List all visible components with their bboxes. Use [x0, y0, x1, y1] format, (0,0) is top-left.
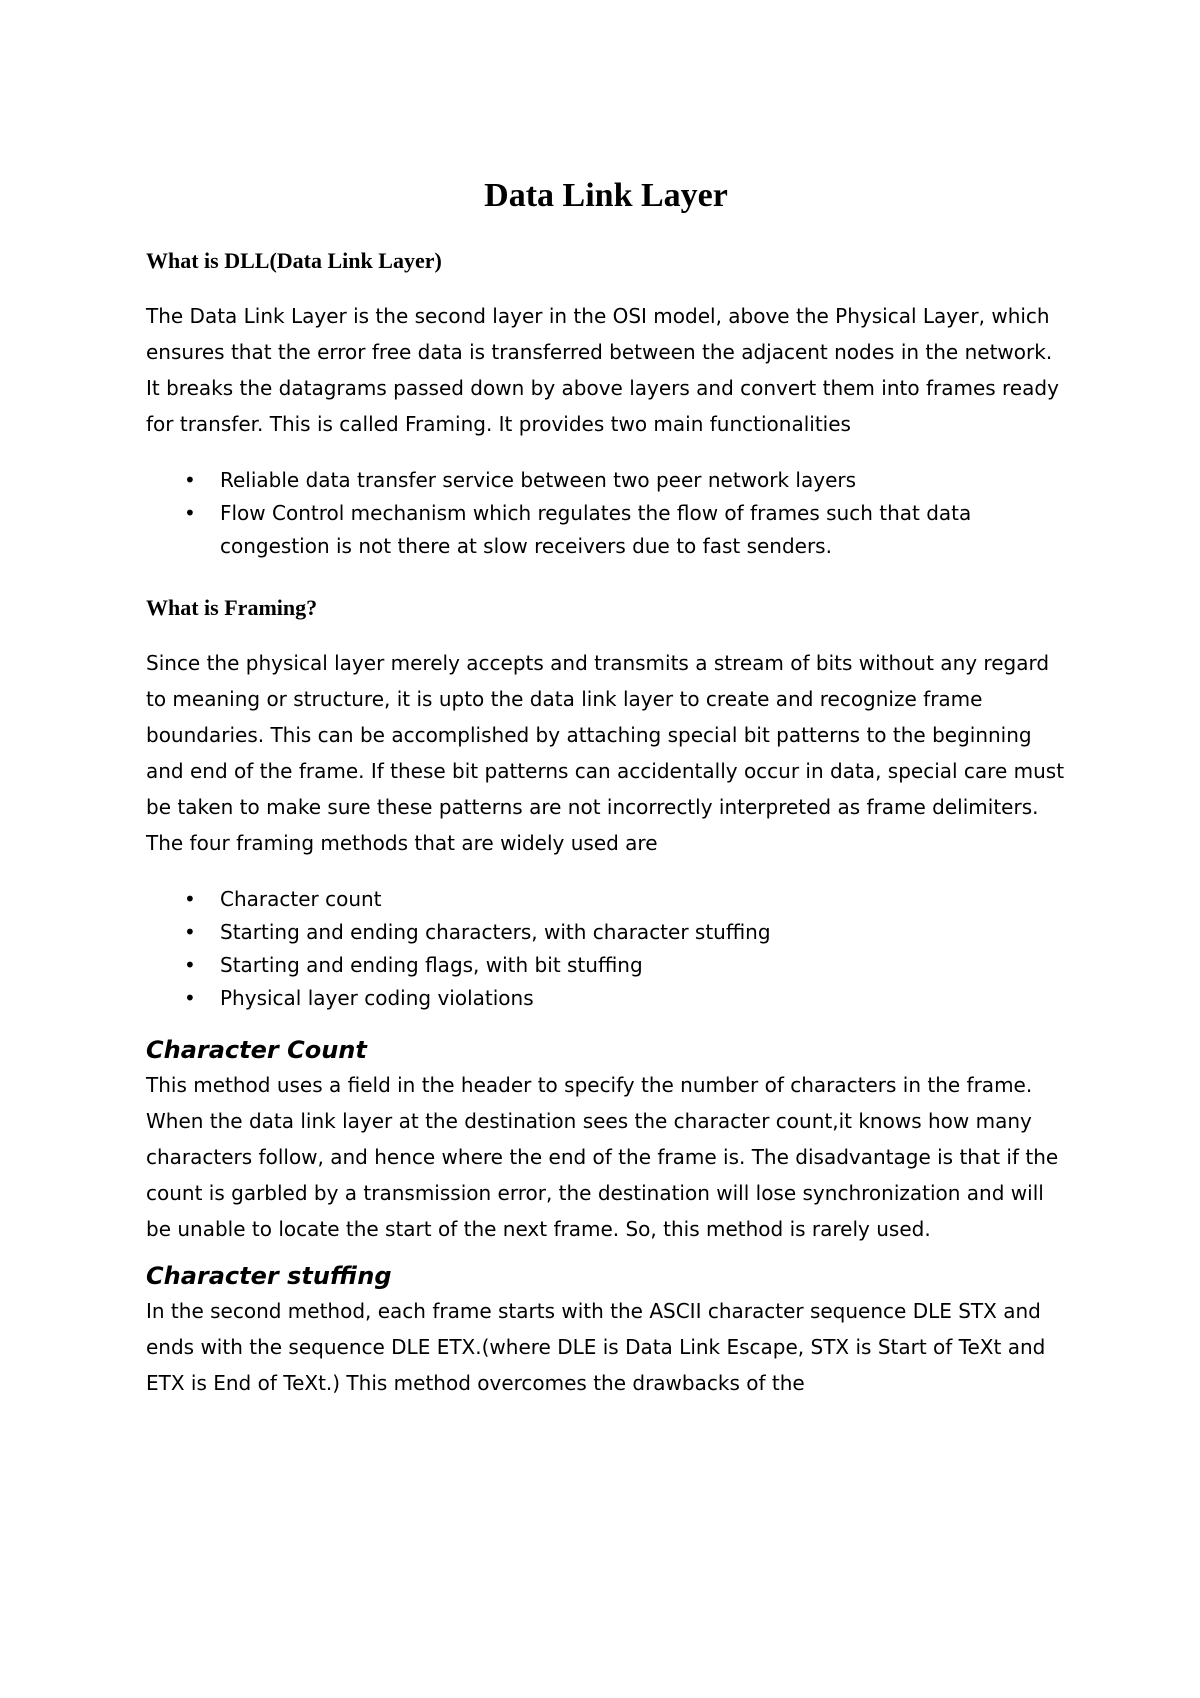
bullet-icon: •	[184, 468, 196, 492]
list-dll-functionalities	[146, 464, 1066, 563]
bullet-icon: •	[184, 986, 196, 1010]
section-heading-character-count: Character Count	[146, 1036, 367, 1064]
list-item	[146, 497, 1066, 563]
bullet-icon: •	[184, 953, 196, 977]
bullet-icon: •	[184, 887, 196, 911]
document-title: Data Link Layer	[484, 177, 728, 214]
paragraph-character-stuffing: In the second method, each frame starts with the ASCII character sequence DLE STX and ends with the sequence DLE ETX.(where DLE is Data Link Escape, STX is Start of TeXt and ETX is End of TeXt.) This method overcomes the drawbacks of the	[146, 1299, 1046, 1395]
list-item-text: Starting and ending flags, with bit stuffing	[220, 953, 643, 977]
list-item-text: Starting and ending characters, with character stuffing	[220, 920, 771, 944]
list-item	[146, 464, 1066, 497]
list-item-text: Flow Control mechanism which regulates the flow of frames such that data congestion is not there at slow receivers due to fast senders.	[220, 501, 972, 558]
list-item-text: Physical layer coding violations	[220, 986, 534, 1010]
list-item-text: Character count	[220, 887, 382, 911]
list-item	[146, 982, 1066, 1015]
list-item	[146, 916, 1066, 949]
section-heading-framing: What is Framing?	[146, 595, 318, 620]
list-item	[146, 949, 1066, 982]
list-item-text: Reliable data transfer service between two peer network layers	[220, 468, 857, 492]
paragraph-dll-intro: The Data Link Layer is the second layer in the OSI model, above the Physical Layer, which ensures that the error free data is transferred between the adjacent nodes in the network. It breaks the datagrams passed down by above layers and convert them into frames ready for transfer. This is called Framing. It provides two main functionalities	[146, 304, 1059, 436]
document-content	[146, 174, 1066, 1401]
paragraph-character-count: This method uses a field in the header to specify the number of characters in the frame. When the data link layer at the destination sees the character count,it knows how many characters follow, and hence where the end of the frame is. The disadvantage is that if the count is garbled by a transmission error, the destination will lose synchronization and will be unable to locate the start of the next frame. So, this method is rarely used.	[146, 1073, 1059, 1241]
list-item	[146, 883, 1066, 916]
section-heading-character-stuffing: Character stuffing	[146, 1262, 392, 1290]
bullet-icon: •	[184, 920, 196, 944]
section-heading-dll: What is DLL(Data Link Layer)	[146, 248, 442, 273]
bullet-icon: •	[184, 501, 196, 525]
paragraph-framing: Since the physical layer merely accepts and transmits a stream of bits without any regard to meaning or structure, it is upto the data link layer to create and recognize frame boundaries. This can be accomplished by attaching special bit patterns to the beginning and end of the frame. If these bit patterns can accidentally occur in data, special care must be taken to make sure these patterns are not incorrectly interpreted as frame delimiters. The four framing methods that are widely used are	[146, 651, 1065, 855]
list-framing-methods	[146, 883, 1066, 1015]
